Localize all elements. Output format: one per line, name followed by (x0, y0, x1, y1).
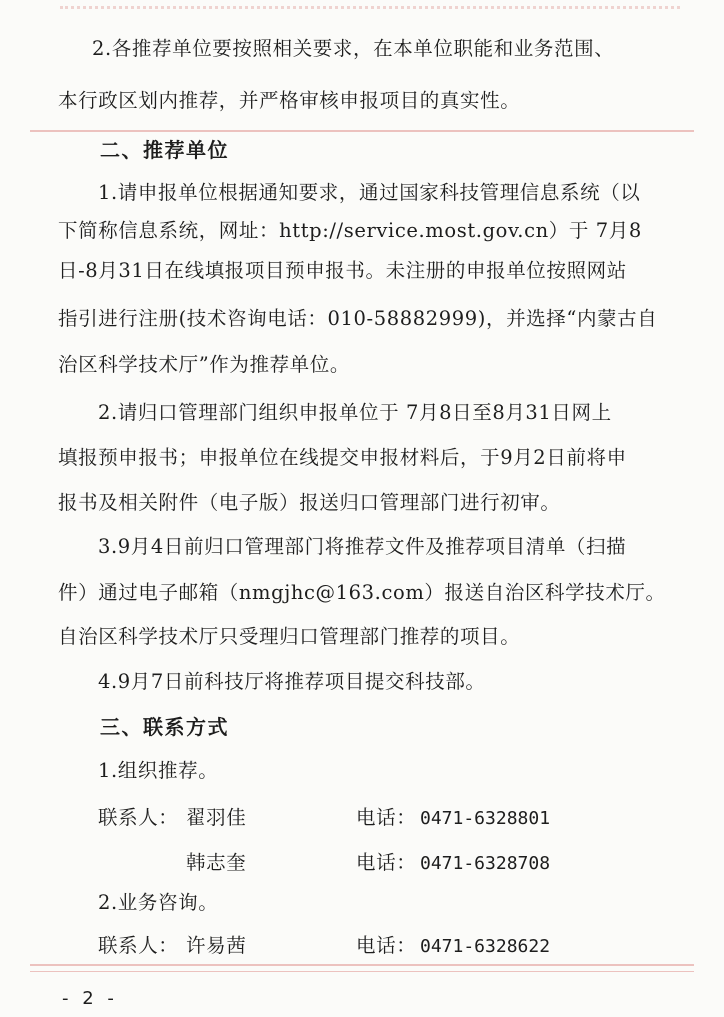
paragraph-line: 4.9月7日前科技厅将推荐项目提交科技部。 (98, 670, 486, 693)
contact-name: 翟羽佳 (186, 806, 247, 829)
paragraph-line: 自治区科学技术厅只受理归口管理部门推荐的项目。 (58, 625, 521, 648)
paragraph-line: 2.业务咨询。 (98, 891, 219, 914)
section-heading-contact: 三、联系方式 (100, 715, 229, 739)
page-number: - 2 - (62, 988, 118, 1009)
phone-label: 电话： (356, 806, 417, 829)
red-divider-top (30, 130, 694, 132)
paragraph-line: 填报预申报书；申报单位在线提交申报材料后，于9月2日前将申 (58, 446, 627, 469)
contact-label: 联系人： (98, 934, 179, 957)
contact-phone: 0471-6328801 (420, 808, 551, 829)
paragraph-line: 1.组织推荐。 (98, 759, 219, 782)
red-divider-bottom (30, 964, 694, 966)
paragraph-line: 治区科学技术厅”作为推荐单位。 (58, 353, 350, 376)
letterhead-bleed (60, 6, 680, 17)
paragraph-line: 日-8月31日在线填报项目预申报书。未注册的申报单位按照网站 (58, 259, 627, 282)
contact-phone: 0471-6328622 (420, 936, 551, 957)
red-divider-bottom-thin (30, 971, 694, 972)
paragraph-line: 指引进行注册(技术咨询电话：010-58882999)，并选择“内蒙古自 (58, 307, 658, 330)
paragraph-line: 2.各推荐单位要按照相关要求，在本单位职能和业务范围、 (92, 37, 615, 60)
paragraph-line: 件）通过电子邮箱（nmgjhc@163.com）报送自治区科学技术厅。 (58, 581, 666, 604)
contact-name: 许易茜 (186, 934, 247, 957)
paragraph-line: 本行政区划内推荐，并严格审核申报项目的真实性。 (58, 89, 521, 112)
phone-label: 电话： (356, 934, 417, 957)
paragraph-line: 报书及相关附件（电子版）报送归口管理部门进行初审。 (58, 491, 561, 514)
paragraph-line: 下简称信息系统，网址：http://service.most.gov.cn）于 7月8 (58, 219, 642, 242)
contact-name: 韩志奎 (186, 851, 247, 874)
paragraph-line: 3.9月4日前归口管理部门将推荐文件及推荐项目清单（扫描 (98, 535, 627, 558)
contact-label: 联系人： (98, 806, 179, 829)
paragraph-line: 2.请归口管理部门组织申报单位于 7月8日至8月31日网上 (98, 401, 612, 424)
paragraph-line: 1.请申报单位根据通知要求，通过国家科技管理信息系统（以 (98, 181, 641, 204)
section-heading-recommend: 二、推荐单位 (100, 138, 229, 162)
contact-phone: 0471-6328708 (420, 853, 551, 874)
phone-label: 电话： (356, 851, 417, 874)
